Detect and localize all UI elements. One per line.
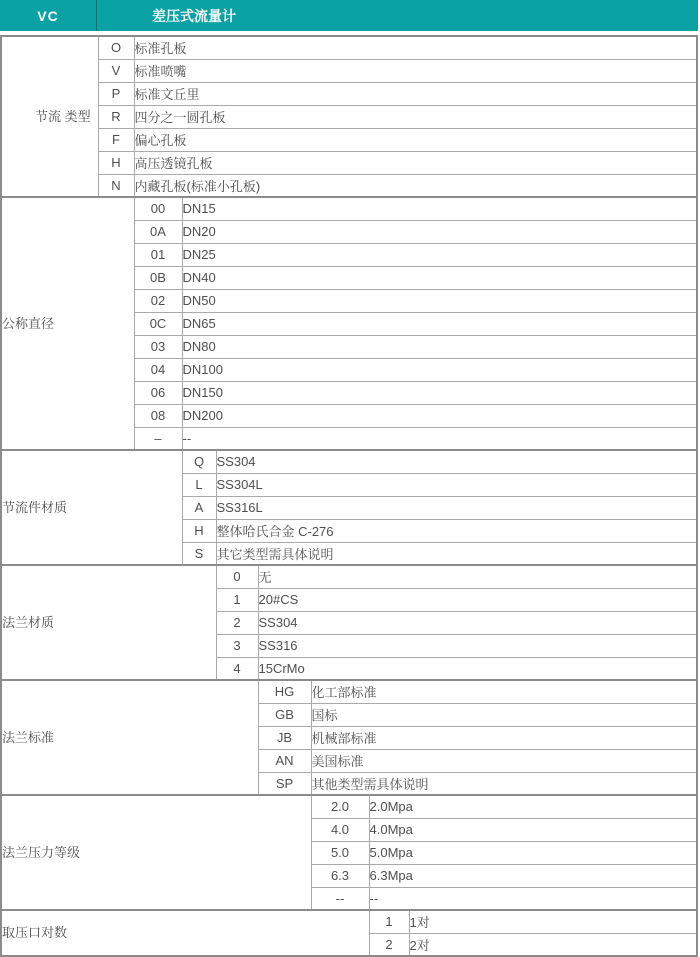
desc-cell: 标准喷嘴 [134,59,697,82]
code-cell: 2 [369,933,409,956]
group-label-flange-standard: 法兰标准 [1,680,258,795]
desc-cell: 6.3Mpa [369,864,697,887]
code-cell: L [182,473,216,496]
desc-cell: 15CrMo [258,657,697,680]
group-label-nominal-diameter: 公称直径 [1,197,134,450]
desc-cell: 机械部标准 [311,726,697,749]
model-code: VC [0,0,97,31]
desc-cell: 内藏孔板(标准小孔板) [134,174,697,197]
code-cell: N [98,174,134,197]
desc-cell: 整体哈氏合金 C-276 [216,519,697,542]
table-row [1,795,697,818]
spec-table [0,35,698,957]
table-row [1,105,697,128]
desc-cell: -- [182,427,697,450]
code-cell: 2 [216,611,258,634]
table-row [1,128,697,151]
table-row [1,151,697,174]
desc-cell: 5.0Mpa [369,841,697,864]
code-cell: HG [258,680,311,703]
code-cell: 1 [369,910,409,933]
code-cell: S [182,542,216,565]
desc-cell: 国标 [311,703,697,726]
desc-cell: DN150 [182,381,697,404]
table-row [1,36,697,59]
code-cell: 04 [134,358,182,381]
desc-cell: 美国标准 [311,749,697,772]
desc-cell: DN25 [182,243,697,266]
code-cell: 03 [134,335,182,358]
code-cell: H [98,151,134,174]
table-row [1,59,697,82]
desc-cell: 高压透镜孔板 [134,151,697,174]
group-label-flange-pressure-rating: 法兰压力等级 [1,795,311,910]
code-cell: 2.0 [311,795,369,818]
code-cell: GB [258,703,311,726]
code-cell: 08 [134,404,182,427]
desc-cell: 其它类型需具体说明 [216,542,697,565]
desc-cell: SS304 [258,611,697,634]
desc-cell: 无 [258,565,697,588]
code-cell: Q [182,450,216,473]
group-label-throttle-material: 节流件材质 [1,450,182,565]
table-row [1,174,697,197]
desc-cell: DN65 [182,312,697,335]
desc-cell: 四分之一圆孔板 [134,105,697,128]
desc-cell: SS304 [216,450,697,473]
code-cell: O [98,36,134,59]
code-cell: 4.0 [311,818,369,841]
desc-cell: 偏心孔板 [134,128,697,151]
desc-cell: 4.0Mpa [369,818,697,841]
code-cell: H [182,519,216,542]
desc-cell: DN50 [182,289,697,312]
desc-cell: 其他类型需具体说明 [311,772,697,795]
code-cell: 0A [134,220,182,243]
desc-cell: DN20 [182,220,697,243]
code-cell: 0 [216,565,258,588]
desc-cell: 标准文丘里 [134,82,697,105]
code-cell: AN [258,749,311,772]
table-row [1,910,697,933]
desc-cell: DN100 [182,358,697,381]
code-cell: SP [258,772,311,795]
desc-cell: DN200 [182,404,697,427]
code-cell: F [98,128,134,151]
desc-cell: SS316 [258,634,697,657]
code-cell: 0B [134,266,182,289]
code-cell: – [134,427,182,450]
code-cell: -- [311,887,369,910]
desc-cell: 1对 [409,910,697,933]
table-row [1,197,697,220]
desc-cell: 20#CS [258,588,697,611]
desc-cell: 化工部标准 [311,680,697,703]
code-cell: 02 [134,289,182,312]
desc-cell: 标准孔板 [134,36,697,59]
code-cell: R [98,105,134,128]
desc-cell: 2.0Mpa [369,795,697,818]
code-cell: 3 [216,634,258,657]
code-cell: P [98,82,134,105]
code-cell: A [182,496,216,519]
desc-cell: DN80 [182,335,697,358]
table-row [1,565,697,588]
code-cell: 00 [134,197,182,220]
code-cell: 1 [216,588,258,611]
code-cell: 6.3 [311,864,369,887]
desc-cell: SS316L [216,496,697,519]
desc-cell: SS304L [216,473,697,496]
table-header-bar [0,0,698,31]
desc-cell: DN15 [182,197,697,220]
code-cell: 4 [216,657,258,680]
code-cell: V [98,59,134,82]
desc-cell: DN40 [182,266,697,289]
group-label-throttle-type: 节流 类型 [1,36,98,197]
table-row [1,82,697,105]
product-title: 差压式流量计 [152,7,236,24]
code-cell: 01 [134,243,182,266]
code-cell: JB [258,726,311,749]
table-row [1,450,697,473]
code-cell: 06 [134,381,182,404]
group-label-flange-material: 法兰材质 [1,565,216,680]
code-cell: 5.0 [311,841,369,864]
desc-cell: -- [369,887,697,910]
desc-cell: 2对 [409,933,697,956]
table-row [1,680,697,703]
group-label-pressure-tap-pairs: 取压口对数 [1,910,369,956]
code-cell: 0C [134,312,182,335]
